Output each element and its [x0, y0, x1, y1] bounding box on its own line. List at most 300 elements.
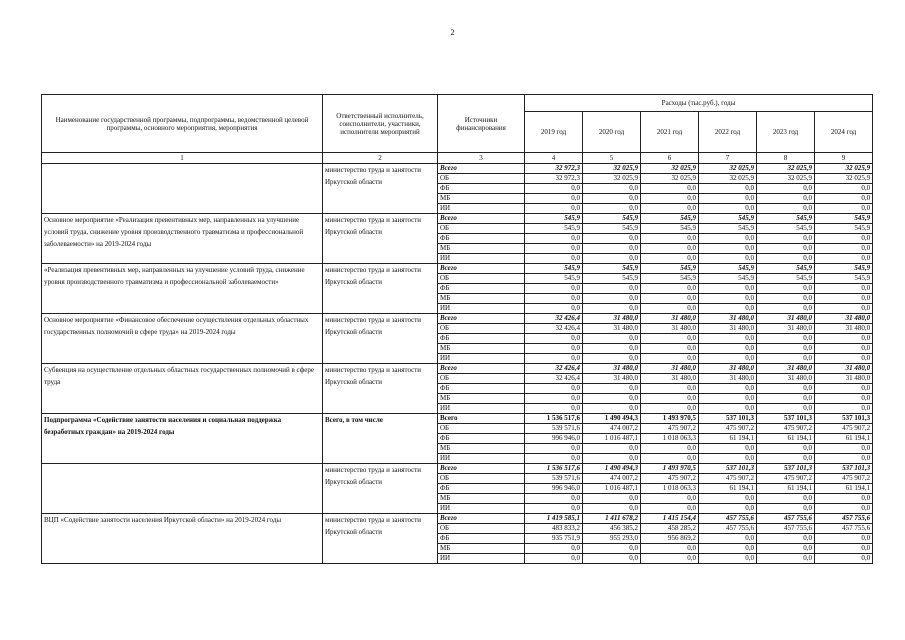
expense-value: 0,0: [525, 304, 583, 314]
expense-value: 32 025,9: [641, 174, 699, 184]
expense-value: 537 101,3: [815, 464, 873, 474]
funding-source: ИИ: [438, 554, 525, 564]
funding-source: ОБ: [438, 374, 525, 384]
expense-value: 0,0: [641, 494, 699, 504]
expense-value: 0,0: [525, 454, 583, 464]
table-row: [42, 364, 873, 374]
expense-value: 1 419 585,1: [525, 514, 583, 524]
column-numbers-row: [42, 153, 873, 164]
expense-value: 537 101,3: [815, 414, 873, 424]
expense-value: 0,0: [641, 384, 699, 394]
expense-value: 31 480,0: [757, 314, 815, 324]
column-number: 9: [815, 153, 873, 164]
expense-value: 0,0: [525, 244, 583, 254]
expense-value: 1 018 063,3: [641, 484, 699, 494]
funding-source: ФБ: [438, 534, 525, 544]
funding-source: ФБ: [438, 384, 525, 394]
expense-value: 1 016 487,1: [583, 484, 641, 494]
expense-value: 935 751,9: [525, 534, 583, 544]
funding-source: ОБ: [438, 224, 525, 234]
expense-value: 0,0: [583, 204, 641, 214]
expense-value: 0,0: [525, 234, 583, 244]
header-year: 2024 год: [815, 112, 873, 153]
expense-value: 0,0: [815, 304, 873, 314]
expense-value: 955 293,0: [583, 534, 641, 544]
expense-value: 537 101,3: [757, 414, 815, 424]
expense-value: 457 755,6: [815, 514, 873, 524]
expense-value: 0,0: [757, 544, 815, 554]
funding-source: ИИ: [438, 354, 525, 364]
expense-value: 61 194,1: [699, 434, 757, 444]
expense-value: 545,9: [699, 274, 757, 284]
expense-value: 61 194,1: [699, 484, 757, 494]
expense-value: 0,0: [699, 344, 757, 354]
expense-value: 996 946,0: [525, 434, 583, 444]
column-number: 8: [757, 153, 815, 164]
expense-value: 0,0: [525, 444, 583, 454]
item-name: Основное мероприятие «Реализация превентивных мер, направленных на улучшение условий труда, снижение уровня производственного травматизма и профессиональной заболеваемости» на 2019-2024 годы: [42, 214, 323, 264]
expense-value: 0,0: [583, 344, 641, 354]
expense-value: 31 480,0: [699, 314, 757, 324]
expense-value: 0,0: [815, 254, 873, 264]
item-executor: Всего, в том числе: [323, 414, 438, 464]
expense-value: 475 907,2: [641, 474, 699, 484]
funding-source: ОБ: [438, 474, 525, 484]
expense-value: 1 536 517,6: [525, 414, 583, 424]
expense-value: 0,0: [815, 204, 873, 214]
funding-source: МБ: [438, 394, 525, 404]
header-name: Наименование государственной программы, подпрограммы, ведомственной целевой программы, основного мероприятия, мероприятия: [42, 95, 323, 153]
expense-value: 0,0: [525, 184, 583, 194]
expense-value: 31 480,0: [699, 324, 757, 334]
table-row: [42, 314, 873, 324]
expense-value: 32 025,9: [641, 164, 699, 174]
expense-value: 0,0: [525, 554, 583, 564]
expense-value: 31 480,0: [583, 314, 641, 324]
header-year: 2020 год: [583, 112, 641, 153]
expense-value: 956 869,2: [641, 534, 699, 544]
expense-value: 32 426,4: [525, 324, 583, 334]
funding-source: ФБ: [438, 234, 525, 244]
expense-value: 0,0: [757, 284, 815, 294]
expense-value: 475 907,2: [757, 474, 815, 484]
expense-value: 0,0: [815, 234, 873, 244]
expense-value: 0,0: [757, 494, 815, 504]
expense-value: 0,0: [757, 454, 815, 464]
expense-value: 32 025,9: [815, 174, 873, 184]
expense-value: 31 480,0: [583, 374, 641, 384]
header-year: 2021 год: [641, 112, 699, 153]
expense-value: 0,0: [757, 194, 815, 204]
expense-value: 539 571,6: [525, 474, 583, 484]
expense-value: 0,0: [699, 204, 757, 214]
expense-value: 0,0: [641, 244, 699, 254]
expense-value: 1 016 487,1: [583, 434, 641, 444]
expense-value: 0,0: [641, 344, 699, 354]
expense-value: 0,0: [641, 394, 699, 404]
expense-value: 31 480,0: [757, 364, 815, 374]
expense-value: 0,0: [815, 444, 873, 454]
expense-value: 0,0: [815, 394, 873, 404]
funding-source: Всего: [438, 314, 525, 324]
expense-value: 475 907,2: [699, 424, 757, 434]
expense-value: 31 480,0: [815, 364, 873, 374]
expense-value: 0,0: [815, 384, 873, 394]
expense-value: 32 025,9: [699, 164, 757, 174]
item-name: Субвенция на осуществление отдельных областных государственных полномочий в сфере труда: [42, 364, 323, 414]
expense-value: 0,0: [583, 444, 641, 454]
header-executor: Ответственный исполнитель, соисполнители, участники, исполнители мероприятий: [323, 95, 438, 153]
expense-value: 0,0: [699, 334, 757, 344]
expense-value: 0,0: [583, 234, 641, 244]
expense-value: 0,0: [583, 184, 641, 194]
funding-source: ФБ: [438, 434, 525, 444]
funding-source: ОБ: [438, 324, 525, 334]
expense-value: 0,0: [699, 384, 757, 394]
expense-value: 1 018 063,3: [641, 434, 699, 444]
expense-value: 0,0: [815, 504, 873, 514]
funding-source: ОБ: [438, 174, 525, 184]
expense-value: 537 101,3: [699, 464, 757, 474]
item-executor: министерство труда и занятости Иркутской области: [323, 264, 438, 314]
expense-value: 474 007,2: [583, 424, 641, 434]
table-row: [42, 414, 873, 424]
item-executor: министерство труда и занятости Иркутской области: [323, 164, 438, 214]
funding-source: ФБ: [438, 184, 525, 194]
expense-value: 0,0: [525, 504, 583, 514]
expense-value: 1 411 678,2: [583, 514, 641, 524]
expense-value: 545,9: [583, 264, 641, 274]
funding-source: МБ: [438, 444, 525, 454]
expense-value: 0,0: [641, 454, 699, 464]
expense-value: 32 426,4: [525, 314, 583, 324]
table-body: [42, 164, 873, 564]
expense-value: 0,0: [641, 284, 699, 294]
item-executor: министерство труда и занятости Иркутской области: [323, 214, 438, 264]
expense-value: 0,0: [583, 244, 641, 254]
expense-value: 32 025,9: [583, 164, 641, 174]
funding-source: ФБ: [438, 334, 525, 344]
expense-value: 0,0: [699, 494, 757, 504]
expense-value: 0,0: [815, 334, 873, 344]
expense-value: 0,0: [583, 384, 641, 394]
expense-value: 0,0: [699, 394, 757, 404]
expense-value: 0,0: [525, 354, 583, 364]
expense-value: 31 480,0: [583, 364, 641, 374]
expense-value: 458 285,2: [641, 524, 699, 534]
column-number: 7: [699, 153, 757, 164]
funding-source: ИИ: [438, 254, 525, 264]
expense-value: 32 025,9: [583, 174, 641, 184]
expense-value: 0,0: [583, 454, 641, 464]
expense-value: 32 972,3: [525, 164, 583, 174]
expense-value: 0,0: [815, 534, 873, 544]
expense-value: 0,0: [641, 254, 699, 264]
expense-value: 0,0: [583, 394, 641, 404]
expense-value: 31 480,0: [815, 314, 873, 324]
funding-source: ФБ: [438, 484, 525, 494]
item-name: [42, 464, 323, 514]
expense-value: 0,0: [525, 384, 583, 394]
expense-value: 0,0: [757, 184, 815, 194]
expense-value: 0,0: [525, 544, 583, 554]
header-year: 2019 год: [525, 112, 583, 153]
expense-value: 0,0: [757, 244, 815, 254]
expense-value: 0,0: [757, 504, 815, 514]
page-number: 2: [450, 28, 455, 37]
expense-value: 0,0: [815, 244, 873, 254]
column-number: 2: [323, 153, 438, 164]
expense-value: 1 536 517,6: [525, 464, 583, 474]
expense-value: 0,0: [525, 194, 583, 204]
expense-value: 0,0: [699, 294, 757, 304]
expense-value: 475 907,2: [815, 424, 873, 434]
expense-value: 0,0: [525, 294, 583, 304]
expense-value: 0,0: [757, 394, 815, 404]
funding-source: МБ: [438, 344, 525, 354]
expense-value: 474 007,2: [583, 474, 641, 484]
item-name: Основное мероприятие «Финансовое обеспечение осуществления отдельных областных государственных полномочий в сфере труда» на 2019-2024 годы: [42, 314, 323, 364]
expense-value: 0,0: [815, 554, 873, 564]
funding-source: МБ: [438, 294, 525, 304]
expense-value: 0,0: [583, 404, 641, 414]
expense-value: 0,0: [583, 504, 641, 514]
expense-value: 537 101,3: [757, 464, 815, 474]
column-number: 1: [42, 153, 323, 164]
expense-value: 0,0: [583, 554, 641, 564]
expense-value: 0,0: [699, 254, 757, 264]
funding-source: Всего: [438, 264, 525, 274]
expense-value: 545,9: [583, 214, 641, 224]
table-row: [42, 214, 873, 224]
column-number: 6: [641, 153, 699, 164]
expense-value: 545,9: [525, 274, 583, 284]
expense-value: 31 480,0: [641, 324, 699, 334]
item-executor: министерство труда и занятости Иркутской области: [323, 464, 438, 514]
expense-value: 0,0: [815, 354, 873, 364]
column-number: 4: [525, 153, 583, 164]
funding-source: ФБ: [438, 284, 525, 294]
expense-value: 545,9: [757, 224, 815, 234]
expense-value: 0,0: [815, 184, 873, 194]
expense-value: 0,0: [815, 404, 873, 414]
expense-value: 1 490 494,3: [583, 464, 641, 474]
expense-value: 545,9: [525, 224, 583, 234]
funding-source: ИИ: [438, 454, 525, 464]
expense-value: 0,0: [815, 344, 873, 354]
expense-value: 31 480,0: [699, 364, 757, 374]
expense-value: 0,0: [641, 294, 699, 304]
expense-value: 32 025,9: [757, 174, 815, 184]
expense-value: 0,0: [583, 294, 641, 304]
expense-value: 545,9: [699, 214, 757, 224]
expense-value: 545,9: [757, 214, 815, 224]
expense-value: 0,0: [641, 234, 699, 244]
expense-value: 545,9: [699, 224, 757, 234]
expense-value: 545,9: [815, 224, 873, 234]
expense-value: 32 972,3: [525, 174, 583, 184]
expense-value: 31 480,0: [815, 324, 873, 334]
funding-source: МБ: [438, 194, 525, 204]
expense-value: 61 194,1: [815, 484, 873, 494]
table-row: [42, 164, 873, 174]
expense-value: 0,0: [757, 234, 815, 244]
item-name: [42, 164, 323, 214]
expense-value: 32 025,9: [757, 164, 815, 174]
budget-table: [41, 94, 873, 564]
expense-value: 545,9: [525, 214, 583, 224]
expense-value: 996 946,0: [525, 484, 583, 494]
expense-value: 0,0: [583, 494, 641, 504]
funding-source: ОБ: [438, 274, 525, 284]
table-row: [42, 514, 873, 524]
expense-value: 545,9: [641, 274, 699, 284]
expense-value: 0,0: [815, 194, 873, 204]
header-source: Источники финансирования: [438, 95, 525, 153]
expense-value: 0,0: [525, 404, 583, 414]
funding-source: ИИ: [438, 504, 525, 514]
expense-value: 0,0: [699, 454, 757, 464]
item-executor: министерство труда и занятости Иркутской области: [323, 314, 438, 364]
expense-value: 545,9: [757, 274, 815, 284]
funding-source: Всего: [438, 464, 525, 474]
expense-value: 0,0: [525, 334, 583, 344]
expense-value: 537 101,3: [699, 414, 757, 424]
expense-value: 0,0: [699, 404, 757, 414]
funding-source: ОБ: [438, 524, 525, 534]
expense-value: 0,0: [641, 304, 699, 314]
expense-value: 32 426,4: [525, 374, 583, 384]
expense-value: 0,0: [757, 534, 815, 544]
expense-value: 545,9: [815, 264, 873, 274]
expense-value: 0,0: [757, 204, 815, 214]
expense-value: 457 755,6: [699, 514, 757, 524]
expense-value: 457 755,6: [815, 524, 873, 534]
expense-value: 0,0: [641, 544, 699, 554]
expense-value: 545,9: [815, 274, 873, 284]
expense-value: 31 480,0: [699, 374, 757, 384]
expense-value: 0,0: [641, 334, 699, 344]
header-expenses: Расходы (тыс.руб.), годы: [525, 95, 873, 112]
item-executor: министерство труда и занятости Иркутской области: [323, 364, 438, 414]
expense-value: 457 755,6: [757, 514, 815, 524]
expense-value: 0,0: [757, 294, 815, 304]
expense-value: 1 493 970,5: [641, 464, 699, 474]
expense-value: 0,0: [583, 194, 641, 204]
item-executor: министерство труда и занятости Иркутской области: [323, 514, 438, 564]
funding-source: ИИ: [438, 304, 525, 314]
expense-value: 0,0: [641, 444, 699, 454]
expense-value: 0,0: [583, 354, 641, 364]
expense-value: 0,0: [583, 284, 641, 294]
expense-value: 0,0: [757, 554, 815, 564]
expense-value: 0,0: [641, 194, 699, 204]
expense-value: 456 385,2: [583, 524, 641, 534]
funding-source: Всего: [438, 164, 525, 174]
expense-value: 0,0: [699, 354, 757, 364]
expense-value: 0,0: [815, 544, 873, 554]
expense-value: 545,9: [525, 264, 583, 274]
expense-value: 545,9: [583, 274, 641, 284]
expense-value: 32 025,9: [815, 164, 873, 174]
funding-source: ИИ: [438, 204, 525, 214]
expense-value: 61 194,1: [757, 484, 815, 494]
expense-value: 0,0: [699, 534, 757, 544]
expense-value: 0,0: [699, 304, 757, 314]
header-year: 2022 год: [699, 112, 757, 153]
expense-value: 31 480,0: [757, 324, 815, 334]
expense-value: 545,9: [641, 224, 699, 234]
expense-value: 0,0: [641, 554, 699, 564]
expense-value: 31 480,0: [757, 374, 815, 384]
expense-value: 31 480,0: [815, 374, 873, 384]
expense-value: 0,0: [583, 304, 641, 314]
table-row: [42, 264, 873, 274]
expense-value: 0,0: [699, 554, 757, 564]
expense-value: 0,0: [641, 184, 699, 194]
expense-value: 32 025,9: [699, 174, 757, 184]
expense-value: 1 415 154,4: [641, 514, 699, 524]
expense-value: 0,0: [815, 294, 873, 304]
funding-source: Всего: [438, 514, 525, 524]
expense-value: 545,9: [641, 214, 699, 224]
table-row: [42, 464, 873, 474]
expense-value: 457 755,6: [699, 524, 757, 534]
expense-value: 545,9: [583, 224, 641, 234]
expense-value: 0,0: [699, 544, 757, 554]
expense-value: 0,0: [699, 184, 757, 194]
expense-value: 0,0: [641, 354, 699, 364]
expense-value: 0,0: [699, 234, 757, 244]
expense-value: 475 907,2: [699, 474, 757, 484]
expense-value: 545,9: [815, 214, 873, 224]
expense-value: 0,0: [815, 494, 873, 504]
expense-value: 0,0: [757, 304, 815, 314]
expense-value: 475 907,2: [757, 424, 815, 434]
expense-value: 32 426,4: [525, 364, 583, 374]
expense-value: 545,9: [699, 264, 757, 274]
expense-value: 61 194,1: [757, 434, 815, 444]
expense-value: 0,0: [757, 384, 815, 394]
funding-source: Всего: [438, 214, 525, 224]
expense-value: 0,0: [815, 284, 873, 294]
expense-value: 0,0: [525, 254, 583, 264]
funding-source: МБ: [438, 544, 525, 554]
expense-value: 0,0: [757, 254, 815, 264]
item-name: «Реализация превентивных мер, направленных на улучшение условий труда, снижение уровня производственного травматизма и профессиональной заболеваемости»: [42, 264, 323, 314]
expense-value: 31 480,0: [583, 324, 641, 334]
funding-source: ОБ: [438, 424, 525, 434]
expense-value: 0,0: [699, 194, 757, 204]
expense-value: 1 493 970,5: [641, 414, 699, 424]
expense-value: 0,0: [699, 444, 757, 454]
expense-value: 475 907,2: [815, 474, 873, 484]
expense-value: 0,0: [641, 404, 699, 414]
expense-value: 0,0: [757, 344, 815, 354]
expense-value: 0,0: [757, 354, 815, 364]
funding-source: Всего: [438, 414, 525, 424]
expense-value: 0,0: [757, 444, 815, 454]
expense-value: 0,0: [583, 334, 641, 344]
expense-value: 0,0: [525, 394, 583, 404]
expense-value: 0,0: [757, 404, 815, 414]
expense-value: 0,0: [815, 454, 873, 464]
expense-value: 0,0: [525, 204, 583, 214]
expense-value: 0,0: [525, 284, 583, 294]
expense-value: 483 833,2: [525, 524, 583, 534]
expense-value: 457 755,6: [757, 524, 815, 534]
funding-source: МБ: [438, 494, 525, 504]
